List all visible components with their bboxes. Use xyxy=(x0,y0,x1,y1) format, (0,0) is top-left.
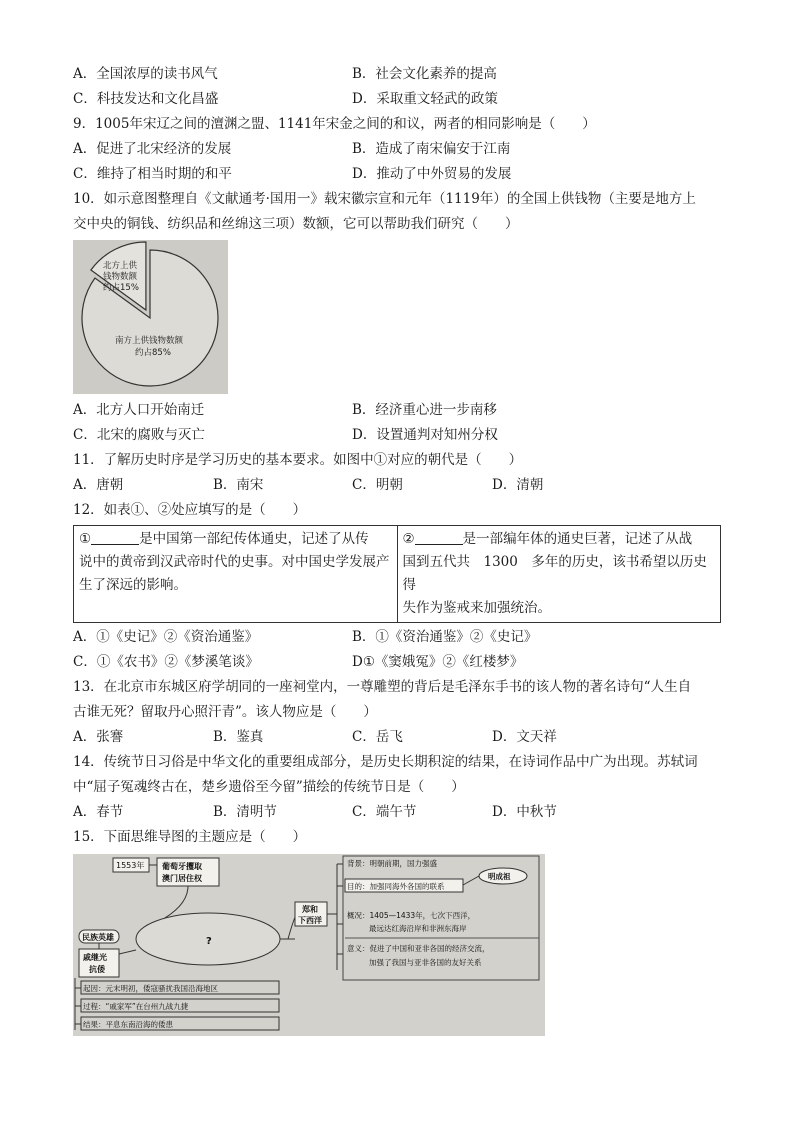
mind-purpose: 目的：加强同海外各国的联系 xyxy=(347,882,445,891)
q13-option-a[interactable]: A．张謇 xyxy=(73,729,124,745)
q11-option-a[interactable]: A．唐朝 xyxy=(73,477,124,493)
pie-label-north-3: 约占15% xyxy=(103,283,139,293)
q10-option-a[interactable]: A．北方人口开始南迁 xyxy=(73,402,205,418)
q9-options-row2 xyxy=(73,162,733,187)
q12-table xyxy=(73,525,721,623)
q12-option-b[interactable]: B．①《资治通鉴》②《史记》 xyxy=(352,629,538,645)
mind-cause: 起因：元末明初，倭寇骚扰我国沿海地区 xyxy=(83,984,218,993)
mind-meaning-1: 意义：促进了中国和亚非各国的经济交流， xyxy=(347,944,490,953)
q10-pie-figure xyxy=(73,240,228,394)
q9-options-row1 xyxy=(73,137,733,162)
q11-option-c[interactable]: C．明朝 xyxy=(352,477,403,493)
q15-stem: 15．下面思维导图的主题应是（ ） xyxy=(73,829,307,845)
q12-cell1-line2: 说中的黄帝到汉武帝时代的史事。对中国史学发展产 xyxy=(79,554,390,570)
mind-qi-2: 抗倭 xyxy=(89,965,105,974)
q12-cell2-mark: ② xyxy=(402,531,415,547)
q12-cell-2 xyxy=(397,526,721,623)
q8-options-row2 xyxy=(73,87,733,112)
mind-process: 过程：“戚家军”在台州九战九捷 xyxy=(83,1002,189,1011)
mind-portugal-2: 澳门居住权 xyxy=(162,874,202,883)
pie-label-south-2: 约占85% xyxy=(135,348,171,358)
mind-meaning-2: 加强了我国与亚非各国的友好关系 xyxy=(369,958,482,967)
q12-options-row1 xyxy=(73,625,733,650)
mind-zhenghe-2: 下西洋 xyxy=(298,916,322,925)
q9-option-a[interactable]: A．促进了北宋经济的发展 xyxy=(73,141,232,157)
pie-label-north-2: 钱物数额 xyxy=(103,272,138,282)
q13-option-d[interactable]: D．文天祥 xyxy=(492,729,557,745)
q10-option-d[interactable]: D．设置通判对知州分权 xyxy=(352,427,498,443)
q14-option-b[interactable]: B．清明节 xyxy=(213,804,277,820)
q12-cell2-line1: 是一部编年体的通史巨著，记述了从战 xyxy=(462,531,693,547)
q12-blank-2 xyxy=(415,530,463,545)
q8-option-a[interactable]: A．全国浓厚的读书风气 xyxy=(73,66,218,82)
mind-portugal-1: 葡萄牙攫取 xyxy=(162,862,202,871)
q14-stem-line1: 14．传统节日习俗是中华文化的重要组成部分，是历史长期积淀的结果，在诗词作品中广为出现。苏轼词 xyxy=(73,754,698,770)
q11-options xyxy=(73,473,733,498)
q9-option-b[interactable]: B．造成了南宋偏安于江南 xyxy=(352,141,511,157)
exam-page xyxy=(73,62,733,1036)
q14-option-a[interactable]: A．春节 xyxy=(73,804,124,820)
q12-options-row2 xyxy=(73,650,733,675)
q14-options xyxy=(73,800,733,825)
q10-stem-line1: 10．如示意图整理自《文献通考·国用一》载宋徽宗宣和元年（1119年）的全国上供钱物（主要是地方上 xyxy=(73,191,696,207)
q12-stem: 12．如表①、②处应填写的是（ ） xyxy=(73,502,307,518)
mind-center-text: ? xyxy=(206,936,212,947)
q14-stem-line2: 中“屈子冤魂终古在，楚乡遗俗至今留”描绘的传统节日是（ ） xyxy=(73,779,465,795)
q12-option-d[interactable]: D①《窦娥冤》②《红楼梦》 xyxy=(352,654,524,670)
mind-overview-1: 概况：1405—1433年，七次下西洋， xyxy=(347,911,476,920)
mind-bg: 背景：明朝前期，国力强盛 xyxy=(347,859,437,868)
q11-stem: 11．了解历史时序是学习历史的基本要求。如图中①对应的朝代是（ ） xyxy=(73,452,523,468)
q13-option-b[interactable]: B．鉴真 xyxy=(213,729,264,745)
q10-options-row1 xyxy=(73,398,733,423)
q10-option-c[interactable]: C．北宋的腐败与灭亡 xyxy=(73,427,205,443)
q12-cell1-line1: 是中国第一部纪传体通史，记述了从传 xyxy=(139,531,369,547)
q15-mindmap-figure xyxy=(73,854,545,1036)
q10-stem-line2: 交中央的铜钱、纺织品和丝绵这三项）数额，它可以帮助我们研究（ ） xyxy=(73,216,519,232)
q12-cell2-line2: 国到五代共 1300 多年的历史，该书希望以历史得 xyxy=(402,554,707,593)
q14-option-d[interactable]: D．中秋节 xyxy=(492,804,557,820)
q12-cell1-mark: ① xyxy=(79,531,92,547)
q8-option-c[interactable]: C．科技发达和文化昌盛 xyxy=(73,91,219,107)
q13-stem-line2: 古谁无死？留取丹心照汗青”。该人物应是（ ） xyxy=(73,704,377,720)
q13-option-c[interactable]: C．岳飞 xyxy=(352,729,403,745)
pie-chart xyxy=(73,240,228,394)
q12-option-a[interactable]: A．①《史记》②《资治通鉴》 xyxy=(73,629,259,645)
q12-cell2-line3: 失作为鉴戒来加强统治。 xyxy=(402,600,551,616)
q8-options-row1 xyxy=(73,62,733,87)
q9-stem: 9．1005年宋辽之间的澶渊之盟、1141年宋金之间的和议，两者的相同影响是（ ） xyxy=(73,116,596,132)
mind-zhenghe-1: 郑和 xyxy=(302,905,318,914)
pie-label-south-1: 南方上供钱物数额 xyxy=(115,336,184,346)
q10-option-b[interactable]: B．经济重心进一步南移 xyxy=(352,402,497,418)
q13-options xyxy=(73,725,733,750)
pie-label-north-1: 北方上供 xyxy=(103,261,138,271)
q9-option-d[interactable]: D．推动了中外贸易的发展 xyxy=(352,166,512,182)
mind-ethnic-hero: 民族英雄 xyxy=(82,933,114,942)
mind-qi-1: 戚继光 xyxy=(83,953,107,962)
mindmap-diagram xyxy=(73,854,545,1036)
q12-cell1-line3: 生了深远的影响。 xyxy=(79,577,187,593)
mind-year: 1553年 xyxy=(116,861,145,870)
q12-option-c[interactable]: C．①《农书》②《梦溪笔谈》 xyxy=(73,654,259,670)
q8-option-b[interactable]: B．社会文化素养的提高 xyxy=(352,66,497,82)
q11-option-d[interactable]: D．清朝 xyxy=(492,477,544,493)
q12-cell-1 xyxy=(74,526,398,623)
q14-option-c[interactable]: C．端午节 xyxy=(352,804,417,820)
q12-blank-1 xyxy=(91,530,139,545)
q8-option-d[interactable]: D．采取重文轻武的政策 xyxy=(352,91,498,107)
mind-mingchengzu: 明成祖 xyxy=(488,872,511,881)
mind-result: 结果：平息东南沿海的倭患 xyxy=(83,1020,173,1029)
q9-option-c[interactable]: C．维持了相当时期的和平 xyxy=(73,166,232,182)
q11-option-b[interactable]: B．南宋 xyxy=(213,477,264,493)
q10-options-row2 xyxy=(73,423,733,448)
mind-overview-2: 最远达红海沿岸和非洲东海岸 xyxy=(369,924,467,933)
q13-stem-line1: 13．在北京市东城区府学胡同的一座祠堂内，一尊雕塑的背后是毛泽东手书的该人物的著名诗句“人生自 xyxy=(73,679,692,695)
